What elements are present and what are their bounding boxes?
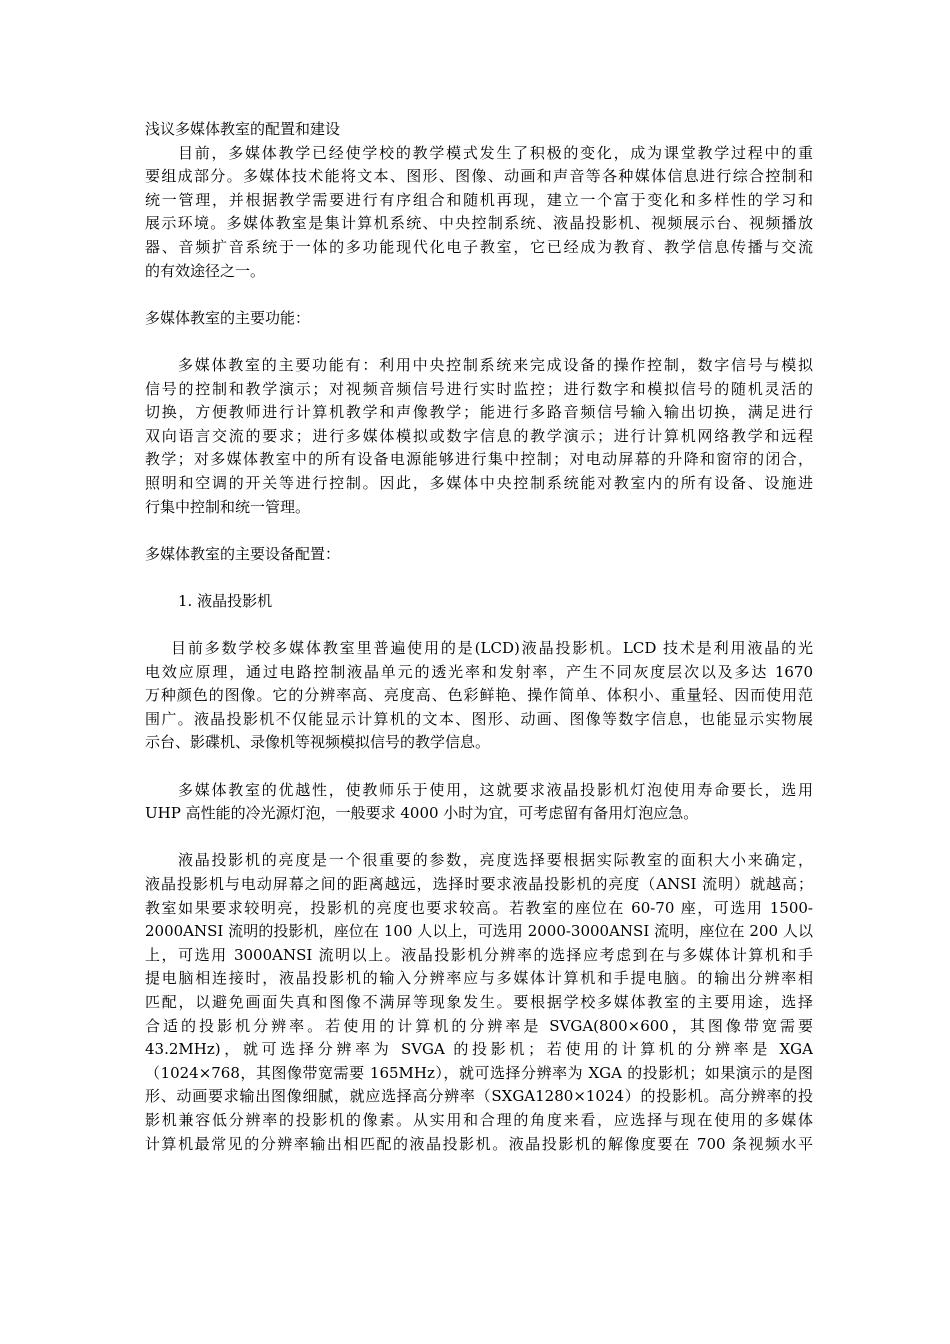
paragraph-line: 提电脑相连接时，液晶投影机的输入分辨率应与多媒体计算机和手提电脑。的输出分辨率相 [145,969,813,988]
paragraph-line: 教室如果要求较明亮，投影机的亮度也要求较高。若教室的座位在 60-70 座，可选用 1500- [145,898,813,917]
paragraph-line: 液晶投影机与电动屏幕之间的距离越远，选择时要求液晶投影机的亮度（ANSI 流明）就越高； [145,875,813,893]
paragraph-line: 目前多数学校多媒体教室里普遍使用的是(LCD)液晶投影机。LCD 技术是利用液晶的光 [171,639,813,658]
paragraph-line: 匹配，以避免画面失真和图像不满屏等现象发生。要根据学校多媒体教室的主要用途，选择 [145,992,813,1011]
paragraph-line: 液晶投影机的亮度是一个很重要的参数，亮度选择要根据实际教室的面积大小来确定， [178,851,813,870]
paragraph-line: 形、动画要求输出图像细腻，就应选择高分辨率（SXGA1280×1024）的投影机。高分辨率的投 [145,1087,813,1106]
paragraph-line: 统一管理，并根据教学需要进行有序组合和随机再现，建立一个富于变化和多样性的学习和 [145,190,813,209]
brightness-paragraph [145,849,813,1156]
paragraph-line: 要组成部分。多媒体技术能将文本、图形、图像、动画和声音等各种媒体信息进行综合控制和 [145,167,813,186]
section-heading-functions: 多媒体教室的主要功能： [145,308,311,327]
paragraph-line: 展示环境。多媒体教室是集计算机系统、中央控制系统、液晶投影机、视频展示台、视频播放 [145,214,813,233]
document-page [145,118,813,1156]
paragraph-line: 电效应原理，通过电路控制液晶单元的透光率和发射率，产生不同灰度层次以及多达 1670 [145,662,813,681]
bulb-paragraph [145,779,813,826]
paragraph-line: 围广。液晶投影机不仅能显示计算机的文本、图形、动画、图像等数字信息，也能显示实物展 [145,709,813,728]
paragraph-line: 的有效途径之一。 [145,261,266,280]
intro-paragraph [145,142,813,284]
paragraph-line: 信号的控制和教学演示；对视频音频信号进行实时监控；进行数字和模拟信号的随机灵活的 [145,379,813,398]
lcd-paragraph [145,637,813,755]
paragraph-line: 万种颜色的图像。它的分辨率高、亮度高、色彩鲜艳、操作简单、体积小、重量轻、因而使用范 [145,686,813,705]
paragraph-line: 照明和空调的开关等进行控制。因此，多媒体中央控制系统能对教室内的所有设备、设施进 [145,473,813,492]
paragraph-line: 多媒体教室的主要功能有：利用中央控制系统来完成设备的操作控制，数字信号与模拟 [178,355,813,374]
functions-paragraph [145,354,813,519]
paragraph-line: 目前，多媒体教学已经使学校的教学模式发生了积极的变化，成为课堂教学过程中的重 [178,143,813,162]
paragraph-line: （1024×768，其图像带宽需要 165MHz），就可选择分辨率为 XGA 的投影机；如果演示的是图 [145,1063,813,1082]
paragraph-line: 切换，方便教师进行计算机教学和声像教学；能进行多路音频信号输入输出切换，满足进行 [145,403,813,422]
paragraph-line: 行集中控制和统一管理。 [145,497,311,516]
paragraph-line: 多媒体教室的优越性，使教师乐于使用，这就要求液晶投影机灯泡使用寿命要长，选用 [178,780,813,799]
paragraph-line: 43.2MHz)，就可选择分辨率为 SVGA 的投影机；若使用的计算机的分辨率是 XGA [145,1040,813,1059]
paragraph-line: 计算机最常见的分辨率输出相匹配的液晶投影机。液晶投影机的解像度要在 700 条视频水平 [145,1134,813,1153]
paragraph-line: 2000ANSI 流明的投影机，座位在 100 人以上，可选用 2000-3000ANSI 流明，座位在 200 人以 [145,922,813,941]
section-heading-config: 多媒体教室的主要设备配置： [145,544,341,563]
paragraph-line: 上，可选用 3000ANSI 流明以上。液晶投影机分辨率的选择应考虑到在与多媒体计算机和手 [145,945,813,964]
paragraph-line: UHP 高性能的冷光源灯泡，一般要求 4000 小时为宜，可考虑留有备用灯泡应急。 [145,804,699,823]
paragraph-line: 合适的投影机分辨率。若使用的计算机的分辨率是 SVGA(800×600，其图像带宽需要 [145,1016,813,1035]
paragraph-line: 双向语言交流的要求；进行多媒体模拟或数字信息的教学演示；进行计算机网络教学和远程 [145,426,813,445]
document-title: 浅议多媒体教室的配置和建设 [145,120,341,138]
paragraph-line: 教学；对多媒体教室中的所有设备电源能够进行集中控制；对电动屏幕的升降和窗帘的闭合， [145,450,813,469]
list-item-heading: 1. 液晶投影机 [178,591,273,610]
paragraph-line: 示台、影碟机、录像机等视频模拟信号的教学信息。 [145,733,491,752]
paragraph-line: 器、音频扩音系统于一体的多功能现代化电子教室，它已经成为教育、教学信息传播与交流 [145,237,813,256]
paragraph-line: 影机兼容低分辨率的投影机的像素。从实用和合理的角度来看，应选择与现在使用的多媒体 [145,1110,813,1129]
